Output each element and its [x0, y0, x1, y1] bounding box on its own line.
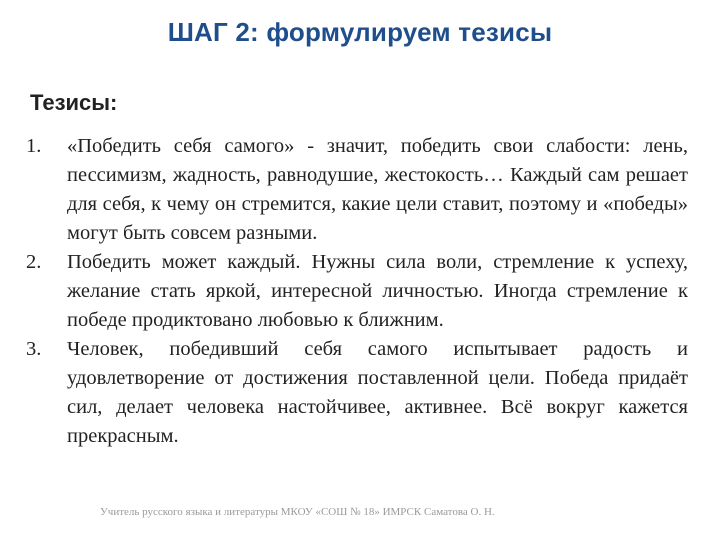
thesis-text: Победить может каждый. Нужны сила воли, стремление к успеху, желание стать яркой, интересной личностью. Иногда стремление к победе продиктовано любовью к ближним. [67, 251, 688, 331]
thesis-number: 2. [26, 251, 42, 273]
thesis-number: 1. [26, 135, 42, 157]
footer-note: Учитель русского языка и литературы МКОУ «СОШ № 18» ИМРСК Саматова О. Н. [100, 506, 495, 518]
thesis-number: 3. [26, 338, 42, 360]
theses-list [26, 132, 688, 451]
section-heading: Тезисы: [30, 90, 118, 115]
slide-title: ШАГ 2: формулируем тезисы [167, 17, 553, 47]
thesis-item [26, 335, 688, 451]
thesis-text: «Победить себя самого» - значит, победить свои слабости: лень, пессимизм, жадность, равнодушие, жестокость… Каждый сам решает для себя, к чему он стремится, какие цели ставит, поэтому и «победы» могут быть совсем разными. [67, 135, 688, 244]
thesis-item [26, 248, 688, 335]
thesis-text: Человек, победивший себя самого испытывает радость и удовлетворение от достижения поставленной цели. Победа придаёт сил, делает человека настойчивее, активнее. Всё вокруг кажется прекрасным. [67, 338, 688, 447]
thesis-item [26, 132, 688, 248]
